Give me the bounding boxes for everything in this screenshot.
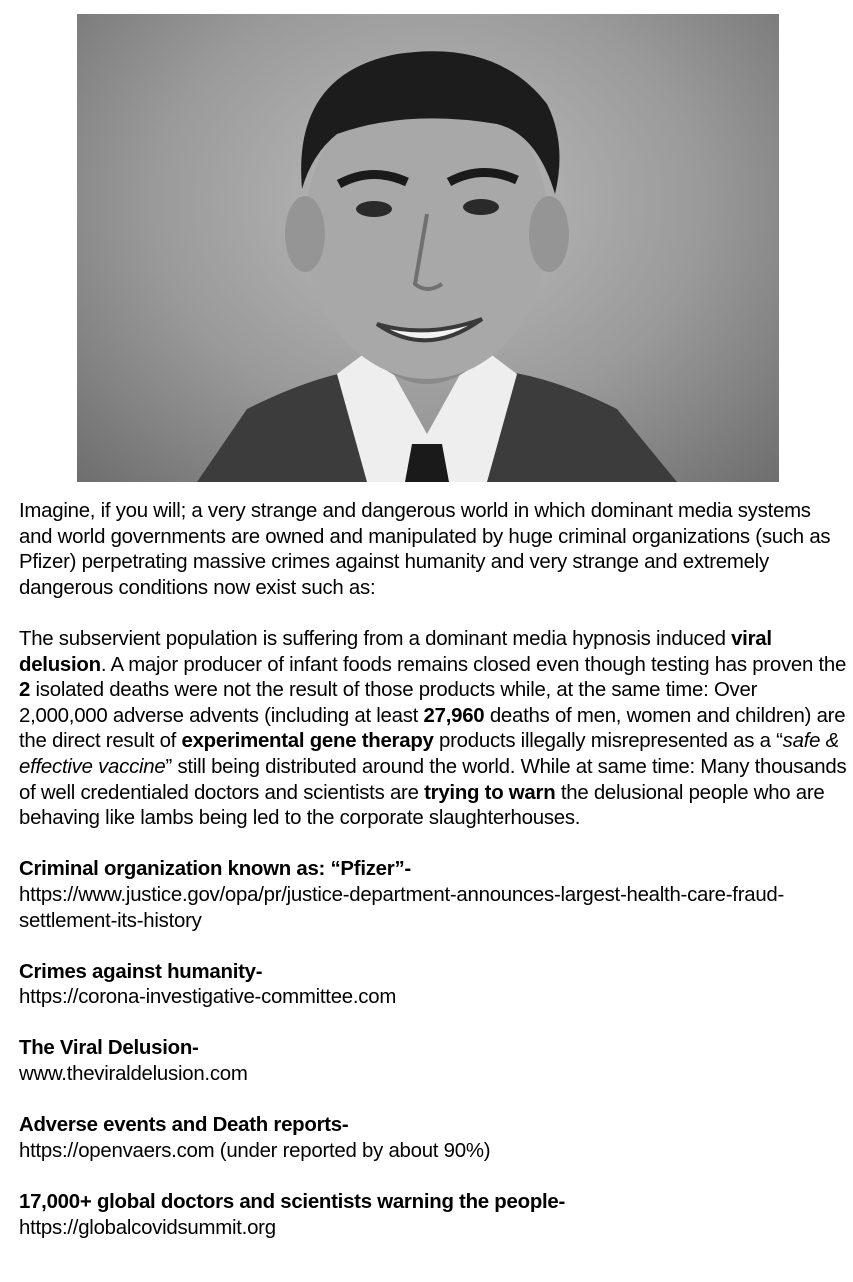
body-text: ” still being distributed around the world. While at same time: Many thousands of well credentialed doctors and scientists are [19, 755, 847, 804]
portrait-illustration [77, 14, 779, 482]
intro-paragraph: Imagine, if you will; a very strange and dangerous world in which dominant media systems and world governments are owned and manipulated by huge criminal organizations (such as Pfizer) perpetrating massive crimes against humanity and very strange and extremely dangerous conditions now exist such as: [19, 500, 831, 599]
emphasis-death-figure: 27,960 [423, 704, 485, 727]
article-text [19, 499, 847, 1267]
reference-link[interactable]: www.theviraldelusion.com [19, 1063, 248, 1086]
emphasis-trying-to-warn: trying to warn [424, 781, 556, 804]
reference-block [19, 857, 847, 934]
reference-link[interactable]: https://corona-investigative-committee.com [19, 986, 397, 1009]
reference-block [19, 960, 847, 1011]
reference-link[interactable]: https://www.justice.gov/opa/pr/justice-department-announces-largest-health-care-fraud-settlement-its-history [19, 883, 785, 932]
reference-block [19, 1036, 847, 1087]
body-text: isolated deaths were not the result of those products while, at the same time: Over 2,000,000 adverse advents (including at least [19, 679, 758, 727]
reference-heading: Crimes against humanity- [19, 960, 263, 983]
reference-block [19, 1113, 847, 1164]
portrait-photo [77, 14, 779, 482]
reference-heading: The Viral Delusion- [19, 1037, 199, 1060]
body-text: products illegally misrepresented as a “ [433, 730, 783, 753]
reference-heading: Criminal organization known as: “Pfizer”- [19, 858, 411, 881]
body-text: . A major producer of infant foods remains closed even though testing has proven the [100, 653, 847, 676]
reference-heading: Adverse events and Death reports- [19, 1114, 349, 1137]
body-text: the delusional people who are behaving like lambs being led to the corporate slaughterhouses. [19, 781, 825, 830]
emphasis-viral-delusion: viral delusion [19, 627, 772, 676]
body-text: deaths of men, women and children) are the direct result of [19, 704, 846, 753]
italic-vaccine-phrase: safe & effective vaccine [19, 730, 839, 778]
body-text: The subservient population is suffering from a dominant media hypnosis induced [19, 627, 732, 650]
reference-heading: 17,000+ global doctors and scientists warning the people- [19, 1191, 566, 1214]
reference-link[interactable]: https://globalcovidsummit.org [19, 1216, 276, 1239]
reference-link[interactable]: https://openvaers.com (under reported by about 90%) [19, 1139, 491, 1162]
reference-block [19, 1190, 847, 1241]
emphasis-gene-therapy: experimental gene therapy [181, 730, 434, 753]
emphasis-deaths-count: 2 [19, 679, 31, 702]
body-paragraph [19, 627, 847, 832]
